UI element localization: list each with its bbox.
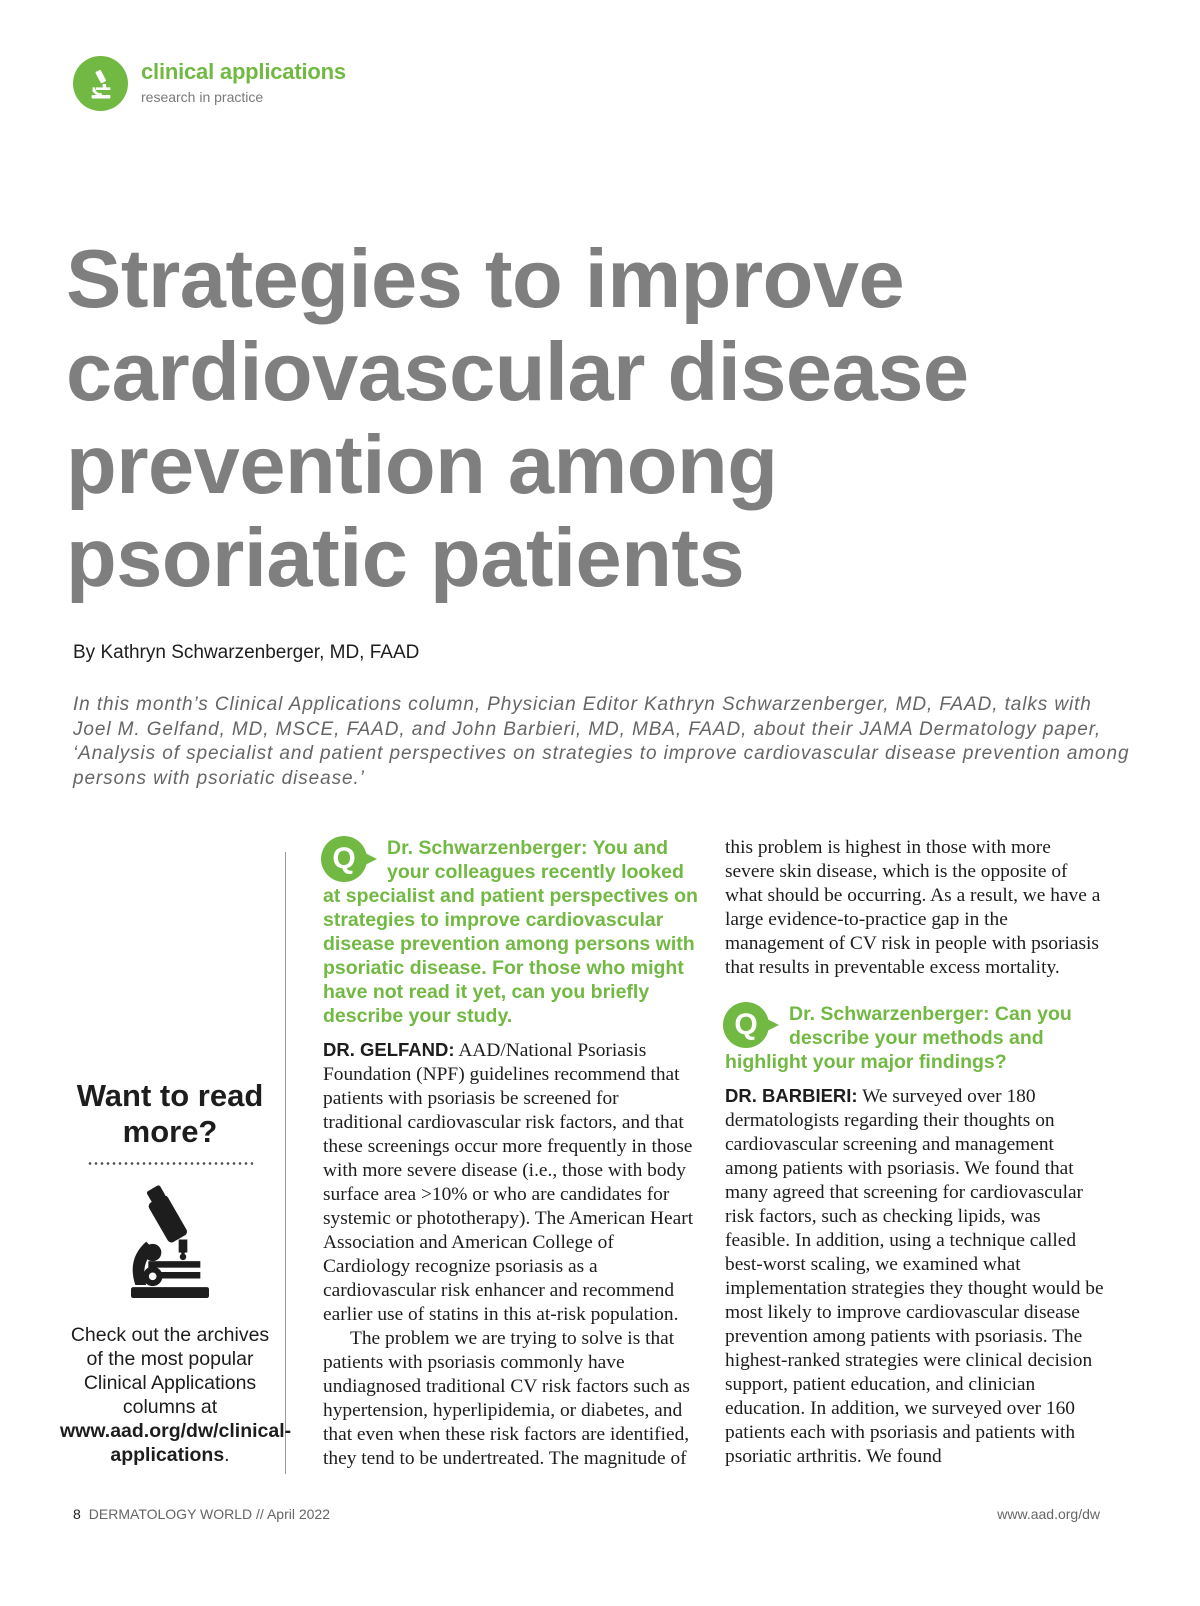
question-speaker: Dr. Schwarzenberger: <box>789 1003 990 1025</box>
article-column-1 <box>323 836 703 1471</box>
footer-left <box>73 1506 330 1522</box>
article-column-2 <box>725 836 1105 1469</box>
answer-speaker: DR. BARBIERI: <box>725 1085 858 1106</box>
question-badge-icon <box>321 836 381 882</box>
section-subtitle: research in practice <box>141 89 264 105</box>
answer-1-paragraph-1 <box>323 1038 703 1327</box>
microscope-badge-icon <box>73 56 128 111</box>
page-number: 8 <box>73 1506 81 1522</box>
title-line: prevention among <box>66 418 778 511</box>
question-1 <box>323 836 703 1028</box>
answer-2-paragraph-1 <box>725 1084 1105 1469</box>
link-suffix: . <box>224 1444 230 1466</box>
answer-text: AAD/National Psoriasis Foundation (NPF) guidelines recommend that patients with psoriasis be screened for traditional cardiovascular risk factors, and that these screenings occur more frequently in those with more severe disease (i.e., those with body surface area >10% or who are candidates for systemic or phototherapy). The American Heart Association and American College of Cardiology recognize psoriasis as a cardiovascular risk enhancer and recommend earlier use of statins in this at-risk population. <box>323 1040 694 1325</box>
sidebar-callout <box>60 1078 292 1467</box>
archive-link[interactable]: www.aad.org/dw/clinical-applications <box>60 1420 292 1466</box>
sidebar-divider <box>285 852 286 1474</box>
publication-info: DERMATOLOGY WORLD // April 2022 <box>88 1506 330 1522</box>
question-2 <box>725 1002 1105 1074</box>
question-badge-letter: Q <box>734 1008 758 1041</box>
question-badge-icon <box>723 1002 783 1048</box>
intro-paragraph: In this month’s Clinical Applications column, Physician Editor Kathryn Schwarzenberger, MD, FAAD, talks with Joel M. Gelfand, MD, MSCE, FAAD, and John Barbieri, MD, MBA, FAAD, about their JAMA Dermatology paper, ‘Analysis of specialist and patient perspectives on strategies to improve cardiovascular disease prevention among persons with psoriatic disease.’ <box>73 694 1130 789</box>
question-text: Can you describe your methods and highlight your major findings? <box>725 1003 1072 1073</box>
dotted-divider <box>87 1162 253 1165</box>
sidebar-heading: Want to read more? <box>76 1078 264 1149</box>
title-line: psoriatic patients <box>66 511 745 604</box>
article-title <box>66 232 1146 604</box>
footer-url[interactable]: www.aad.org/dw <box>997 1506 1100 1522</box>
title-line: Strategies to improve <box>66 232 905 325</box>
question-badge-letter: Q <box>332 842 356 875</box>
title-line: cardiovascular disease <box>66 325 969 418</box>
microscope-icon <box>84 67 118 101</box>
section-title: clinical applications <box>141 59 346 84</box>
question-speaker: Dr. Schwarzenberger: <box>387 837 588 859</box>
sidebar-text-body: Check out the archives of the most popular Clinical Applications columns at <box>70 1324 270 1418</box>
answer-1-paragraph-2: The problem we are trying to solve is that patients with psoriasis commonly have undiagnosed traditional CV risk factors such as hypertension, hyperlipidemia, or diabetes, and that even when these risk factors are identified, they tend to be undertreated. The magnitude of <box>323 1328 690 1469</box>
answer-speaker: DR. GELFAND: <box>323 1039 455 1060</box>
answer-1-continuation: this problem is highest in those with more severe skin disease, which is the opposite of what should be occurring. As a result, we have a large evidence-to-practice gap in the management of CV risk in people with psoriasis that results in preventable excess mortality. <box>725 837 1101 978</box>
byline: By Kathryn Schwarzenberger, MD, FAAD <box>73 642 420 663</box>
question-text: You and your colleagues recently looked at specialist and patient perspectives on strategies to improve cardiovascular disease prevention among persons with psoriatic disease. For those who might have not read it yet, can you briefly describe your study. <box>323 837 698 1027</box>
answer-text: We surveyed over 180 dermatologists regarding their thoughts on cardiovascular screening and management among patients with psoriasis. We found that many agreed that screening for cardiovascular risk factors, such as checking lipids, was feasible. In addition, using a technique called best-worst scaling, we examined what implementation strategies they thought would be most likely to improve cardiovascular disease prevention among patients with psoriasis. The highest-ranked strategies were clinical decision support, patient education, and clinician education. In addition, we surveyed over 160 patients each with psoriasis and patients with psoriatic arthritis. We found <box>725 1086 1104 1467</box>
sidebar-text <box>60 1323 292 1467</box>
microscope-icon <box>115 1181 225 1311</box>
